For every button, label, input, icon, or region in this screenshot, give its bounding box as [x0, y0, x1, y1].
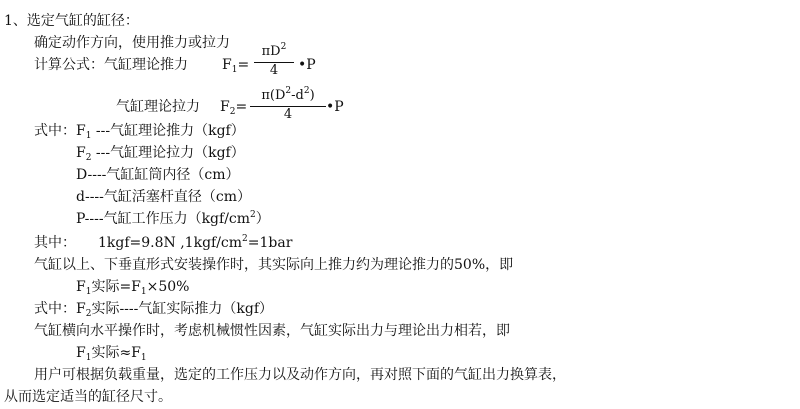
horizontal-note: 气缸横向水平操作时，考虑机械惯性因素，气缸实际出力与理论出力相若，即	[34, 323, 510, 339]
pull-formula-fraction	[250, 88, 326, 123]
push-formula-lhs: $F_1=$	[222, 57, 250, 75]
pull-formula-denominator: 4	[283, 107, 293, 122]
push-formula-label: 计算公式：气缸理论推力	[34, 57, 188, 73]
pull-formula-label: 气缸理论拉力	[116, 99, 200, 115]
closing-line-1: 用户可根据负载重量，选定的工作压力以及动作方向，再对照下面的气缸出力换算表，	[34, 367, 566, 383]
vertical-formula: $F_1$实际$=F_1\times 50\%$	[76, 279, 190, 297]
push-formula-denominator: 4	[269, 63, 279, 78]
def-pressure-line: P----气缸工作压力$(kgf/cm^2)$	[76, 210, 270, 227]
section-heading: 1、选定气缸的缸径：	[4, 13, 139, 29]
pull-formula-tail: •P	[326, 99, 344, 115]
pull-formula-lhs: $F_2=$	[220, 99, 248, 117]
def-f2-line: $F_2$ ---气缸理论拉力（kgf）	[76, 145, 245, 163]
horizontal-formula: $F_1$实际$\approx F_1$	[76, 345, 147, 363]
def-f1-line: 式中：$F_1$ ---气缸理论推力（kgf）	[34, 123, 245, 141]
closing-line-2: 从而选定适当的缸径尺寸。	[4, 389, 172, 405]
push-formula-numerator: $\pi D^2$	[254, 44, 294, 63]
pull-formula-numerator: $\pi(D^2-d^2)$	[250, 88, 326, 107]
def-bore-line: D----气缸缸筒内径（cm）	[76, 167, 240, 183]
intro-line: 确定动作方向，使用推力或拉力	[34, 35, 230, 51]
push-formula-fraction	[254, 44, 294, 79]
actual-def-line: 式中：$F_2$实际----气缸实际推力（kgf）	[34, 301, 274, 319]
vertical-note: 气缸以上、下垂直形式安装操作时，其实际向上推力约为理论推力的50%，即	[34, 257, 514, 273]
units-line: 其中： 1kgf=9.8N $,1kgf/cm^2=1bar$	[34, 234, 293, 251]
def-rod-line: d----气缸活塞杆直径（cm）	[76, 189, 251, 205]
push-formula-tail: •P	[298, 57, 316, 73]
